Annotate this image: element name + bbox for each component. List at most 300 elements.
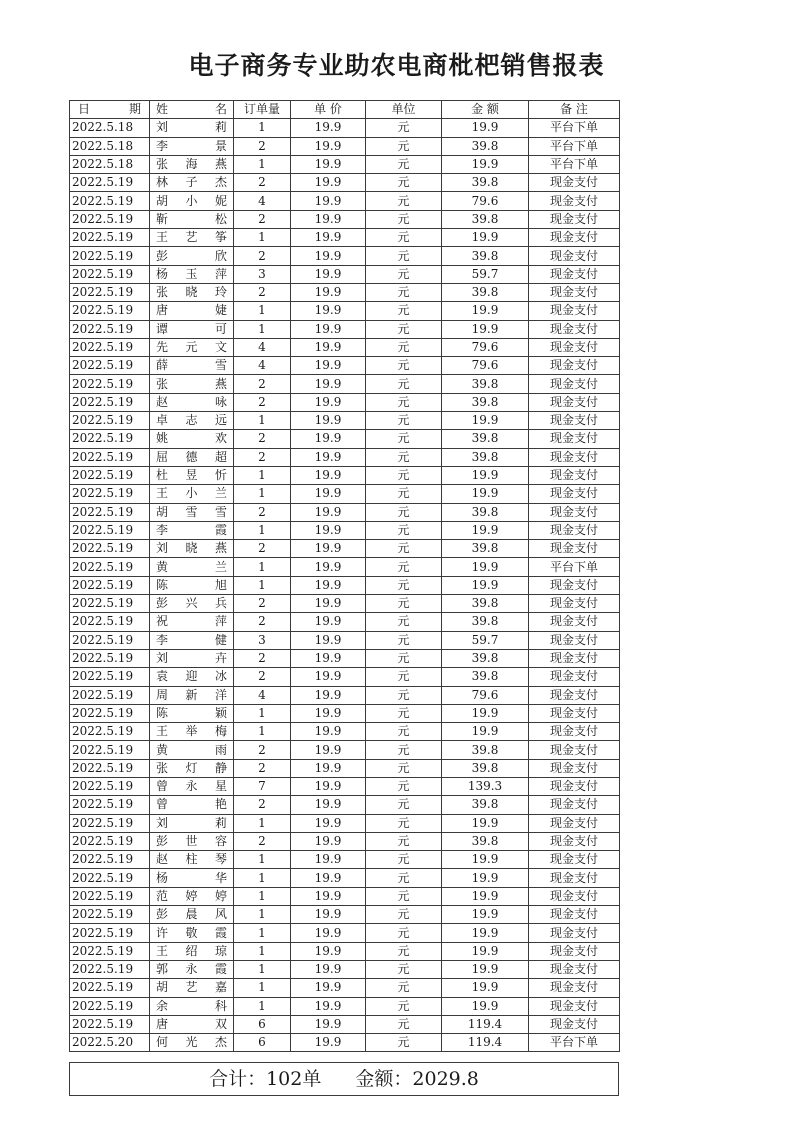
cell-amount: 39.8 (442, 375, 529, 393)
cell-qty: 6 (234, 1034, 291, 1052)
table-row (70, 613, 620, 631)
cell-price: 19.9 (291, 357, 366, 375)
cell-amount: 19.9 (442, 412, 529, 430)
cell-price: 19.9 (291, 832, 366, 850)
cell-amount: 19.9 (442, 558, 529, 576)
table-row (70, 576, 620, 594)
cell-amount: 19.9 (442, 302, 529, 320)
cell-unit: 元 (366, 393, 442, 411)
cell-note: 现金支付 (529, 283, 620, 301)
cell-name: 王小兰 (150, 485, 234, 503)
cell-unit: 元 (366, 814, 442, 832)
cell-qty: 2 (234, 247, 291, 265)
cell-date: 2022.5.19 (70, 668, 150, 686)
cell-name: 范婷婷 (150, 887, 234, 905)
table-row (70, 832, 620, 850)
cell-date: 2022.5.19 (70, 320, 150, 338)
cell-note: 现金支付 (529, 302, 620, 320)
cell-price: 19.9 (291, 686, 366, 704)
table-row (70, 906, 620, 924)
cell-date: 2022.5.19 (70, 192, 150, 210)
cell-unit: 元 (366, 851, 442, 869)
table-row (70, 814, 620, 832)
cell-name: 曾永星 (150, 777, 234, 795)
table-row (70, 887, 620, 905)
total-orders: 合计：102单 (209, 1068, 322, 1090)
cell-price: 19.9 (291, 851, 366, 869)
cell-unit: 元 (366, 375, 442, 393)
cell-name: 彭世容 (150, 832, 234, 850)
table-row (70, 393, 620, 411)
cell-qty: 1 (234, 485, 291, 503)
cell-price: 19.9 (291, 613, 366, 631)
cell-note: 现金支付 (529, 997, 620, 1015)
cell-name: 张燕 (150, 375, 234, 393)
cell-qty: 1 (234, 704, 291, 722)
cell-qty: 2 (234, 741, 291, 759)
cell-date: 2022.5.18 (70, 155, 150, 173)
cell-unit: 元 (366, 137, 442, 155)
table-row (70, 741, 620, 759)
cell-amount: 19.9 (442, 723, 529, 741)
table-row (70, 485, 620, 503)
cell-name: 姚欢 (150, 430, 234, 448)
cell-note: 现金支付 (529, 265, 620, 283)
cell-name: 王绍琼 (150, 942, 234, 960)
cell-date: 2022.5.19 (70, 357, 150, 375)
cell-note: 现金支付 (529, 1015, 620, 1033)
table-row (70, 1015, 620, 1033)
cell-name: 彭晨风 (150, 906, 234, 924)
cell-date: 2022.5.18 (70, 119, 150, 137)
cell-amount: 19.9 (442, 466, 529, 484)
cell-qty: 7 (234, 777, 291, 795)
cell-price: 19.9 (291, 924, 366, 942)
cell-name: 张晓玲 (150, 283, 234, 301)
table-row (70, 503, 620, 521)
cell-unit: 元 (366, 723, 442, 741)
table-row (70, 668, 620, 686)
cell-amount: 39.8 (442, 503, 529, 521)
cell-note: 现金支付 (529, 540, 620, 558)
cell-price: 19.9 (291, 210, 366, 228)
table-row (70, 412, 620, 430)
cell-price: 19.9 (291, 229, 366, 247)
cell-price: 19.9 (291, 558, 366, 576)
cell-note: 平台下单 (529, 155, 620, 173)
cell-qty: 1 (234, 521, 291, 539)
cell-price: 19.9 (291, 119, 366, 137)
cell-name: 曾艳 (150, 796, 234, 814)
cell-amount: 19.9 (442, 906, 529, 924)
cell-note: 现金支付 (529, 247, 620, 265)
cell-qty: 4 (234, 338, 291, 356)
cell-price: 19.9 (291, 283, 366, 301)
cell-name: 张灯静 (150, 759, 234, 777)
table-row (70, 704, 620, 722)
cell-qty: 2 (234, 174, 291, 192)
cell-qty: 2 (234, 796, 291, 814)
cell-qty: 1 (234, 887, 291, 905)
cell-note: 现金支付 (529, 229, 620, 247)
cell-price: 19.9 (291, 192, 366, 210)
cell-unit: 元 (366, 412, 442, 430)
cell-note: 现金支付 (529, 503, 620, 521)
table-row (70, 942, 620, 960)
cell-name: 先元文 (150, 338, 234, 356)
cell-date: 2022.5.20 (70, 1034, 150, 1052)
table-row (70, 979, 620, 997)
cell-qty: 2 (234, 759, 291, 777)
cell-price: 19.9 (291, 1034, 366, 1052)
cell-amount: 19.9 (442, 851, 529, 869)
cell-qty: 1 (234, 302, 291, 320)
cell-date: 2022.5.19 (70, 229, 150, 247)
cell-date: 2022.5.18 (70, 137, 150, 155)
cell-price: 19.9 (291, 814, 366, 832)
cell-qty: 1 (234, 869, 291, 887)
cell-date: 2022.5.19 (70, 686, 150, 704)
cell-unit: 元 (366, 155, 442, 173)
cell-price: 19.9 (291, 759, 366, 777)
cell-price: 19.9 (291, 869, 366, 887)
table-row (70, 283, 620, 301)
cell-name: 周新洋 (150, 686, 234, 704)
cell-amount: 19.9 (442, 704, 529, 722)
cell-name: 黄雨 (150, 741, 234, 759)
table-row (70, 137, 620, 155)
cell-note: 现金支付 (529, 649, 620, 667)
cell-note: 现金支付 (529, 851, 620, 869)
cell-qty: 3 (234, 265, 291, 283)
cell-date: 2022.5.19 (70, 576, 150, 594)
cell-note: 现金支付 (529, 979, 620, 997)
cell-unit: 元 (366, 357, 442, 375)
cell-qty: 6 (234, 1015, 291, 1033)
cell-price: 19.9 (291, 265, 366, 283)
cell-amount: 59.7 (442, 265, 529, 283)
cell-date: 2022.5.19 (70, 777, 150, 795)
cell-date: 2022.5.19 (70, 210, 150, 228)
table-row (70, 466, 620, 484)
cell-unit: 元 (366, 1015, 442, 1033)
cell-amount: 19.9 (442, 997, 529, 1015)
cell-price: 19.9 (291, 741, 366, 759)
cell-name: 李健 (150, 631, 234, 649)
cell-name: 彭欣 (150, 247, 234, 265)
cell-name: 刘卉 (150, 649, 234, 667)
cell-date: 2022.5.19 (70, 723, 150, 741)
total-bar (69, 1062, 619, 1096)
header-name: 姓 名 (150, 101, 234, 119)
cell-name: 李景 (150, 137, 234, 155)
cell-unit: 元 (366, 521, 442, 539)
cell-price: 19.9 (291, 942, 366, 960)
cell-note: 现金支付 (529, 741, 620, 759)
cell-unit: 元 (366, 247, 442, 265)
cell-note: 现金支付 (529, 832, 620, 850)
table-row (70, 649, 620, 667)
cell-amount: 39.8 (442, 210, 529, 228)
cell-name: 林子杰 (150, 174, 234, 192)
cell-qty: 1 (234, 851, 291, 869)
table-row (70, 338, 620, 356)
cell-unit: 元 (366, 430, 442, 448)
cell-price: 19.9 (291, 302, 366, 320)
report-title: 电子商务专业助农电商枇杷销售报表 (188, 51, 605, 80)
cell-date: 2022.5.19 (70, 540, 150, 558)
cell-date: 2022.5.19 (70, 595, 150, 613)
cell-unit: 元 (366, 448, 442, 466)
cell-qty: 1 (234, 960, 291, 978)
cell-qty: 1 (234, 942, 291, 960)
cell-amount: 19.9 (442, 155, 529, 173)
cell-name: 赵柱琴 (150, 851, 234, 869)
cell-date: 2022.5.19 (70, 887, 150, 905)
cell-note: 现金支付 (529, 338, 620, 356)
cell-qty: 1 (234, 229, 291, 247)
cell-price: 19.9 (291, 412, 366, 430)
table-row (70, 869, 620, 887)
cell-amount: 39.8 (442, 595, 529, 613)
table-row (70, 631, 620, 649)
cell-unit: 元 (366, 631, 442, 649)
cell-date: 2022.5.19 (70, 393, 150, 411)
cell-amount: 39.8 (442, 247, 529, 265)
cell-name: 谭可 (150, 320, 234, 338)
cell-amount: 39.8 (442, 759, 529, 777)
cell-price: 19.9 (291, 521, 366, 539)
cell-amount: 39.8 (442, 448, 529, 466)
cell-note: 现金支付 (529, 942, 620, 960)
cell-qty: 2 (234, 283, 291, 301)
cell-date: 2022.5.19 (70, 942, 150, 960)
cell-name: 何光杰 (150, 1034, 234, 1052)
cell-date: 2022.5.19 (70, 503, 150, 521)
cell-date: 2022.5.19 (70, 759, 150, 777)
cell-unit: 元 (366, 320, 442, 338)
header-date: 日 期 (70, 101, 150, 119)
cell-qty: 2 (234, 210, 291, 228)
cell-name: 郭永霞 (150, 960, 234, 978)
cell-note: 平台下单 (529, 558, 620, 576)
cell-name: 卓志远 (150, 412, 234, 430)
cell-note: 现金支付 (529, 448, 620, 466)
cell-amount: 79.6 (442, 338, 529, 356)
cell-date: 2022.5.19 (70, 613, 150, 631)
table-row (70, 430, 620, 448)
cell-date: 2022.5.19 (70, 448, 150, 466)
cell-note: 现金支付 (529, 924, 620, 942)
cell-name: 屈德超 (150, 448, 234, 466)
cell-qty: 2 (234, 375, 291, 393)
cell-name: 黄兰 (150, 558, 234, 576)
cell-price: 19.9 (291, 448, 366, 466)
cell-price: 19.9 (291, 320, 366, 338)
cell-date: 2022.5.19 (70, 906, 150, 924)
cell-price: 19.9 (291, 393, 366, 411)
cell-name: 余科 (150, 997, 234, 1015)
cell-note: 现金支付 (529, 466, 620, 484)
cell-price: 19.9 (291, 174, 366, 192)
table-body (70, 119, 620, 1052)
cell-note: 现金支付 (529, 485, 620, 503)
cell-unit: 元 (366, 960, 442, 978)
cell-note: 现金支付 (529, 576, 620, 594)
cell-amount: 39.8 (442, 430, 529, 448)
cell-note: 现金支付 (529, 759, 620, 777)
cell-amount: 79.6 (442, 357, 529, 375)
cell-price: 19.9 (291, 338, 366, 356)
cell-date: 2022.5.19 (70, 851, 150, 869)
cell-qty: 2 (234, 393, 291, 411)
cell-unit: 元 (366, 979, 442, 997)
cell-price: 19.9 (291, 576, 366, 594)
cell-amount: 19.9 (442, 979, 529, 997)
table-row (70, 960, 620, 978)
cell-name: 胡艺嘉 (150, 979, 234, 997)
table-row (70, 851, 620, 869)
cell-date: 2022.5.19 (70, 521, 150, 539)
sales-table (69, 100, 620, 1052)
cell-qty: 2 (234, 503, 291, 521)
cell-qty: 1 (234, 979, 291, 997)
cell-amount: 39.8 (442, 832, 529, 850)
cell-note: 现金支付 (529, 613, 620, 631)
cell-name: 胡小妮 (150, 192, 234, 210)
cell-qty: 4 (234, 192, 291, 210)
cell-amount: 39.8 (442, 613, 529, 631)
cell-unit: 元 (366, 997, 442, 1015)
cell-date: 2022.5.19 (70, 302, 150, 320)
cell-qty: 2 (234, 668, 291, 686)
cell-date: 2022.5.19 (70, 412, 150, 430)
cell-name: 刘莉 (150, 814, 234, 832)
cell-qty: 2 (234, 540, 291, 558)
cell-amount: 39.8 (442, 540, 529, 558)
cell-qty: 2 (234, 832, 291, 850)
table-row (70, 759, 620, 777)
table-row (70, 686, 620, 704)
cell-qty: 1 (234, 906, 291, 924)
cell-amount: 39.8 (442, 393, 529, 411)
table-row (70, 595, 620, 613)
cell-qty: 1 (234, 320, 291, 338)
cell-amount: 19.9 (442, 814, 529, 832)
cell-qty: 2 (234, 613, 291, 631)
table-row (70, 210, 620, 228)
cell-amount: 119.4 (442, 1015, 529, 1033)
cell-unit: 元 (366, 558, 442, 576)
cell-note: 平台下单 (529, 119, 620, 137)
table-row (70, 119, 620, 137)
cell-amount: 19.9 (442, 485, 529, 503)
cell-qty: 1 (234, 723, 291, 741)
cell-qty: 2 (234, 448, 291, 466)
cell-date: 2022.5.19 (70, 174, 150, 192)
table-row (70, 302, 620, 320)
cell-name: 刘晓燕 (150, 540, 234, 558)
cell-date: 2022.5.19 (70, 796, 150, 814)
cell-unit: 元 (366, 869, 442, 887)
total-amount: 金额：2029.8 (355, 1068, 479, 1090)
cell-price: 19.9 (291, 137, 366, 155)
cell-note: 现金支付 (529, 430, 620, 448)
cell-price: 19.9 (291, 997, 366, 1015)
cell-name: 胡雪雪 (150, 503, 234, 521)
cell-price: 19.9 (291, 595, 366, 613)
cell-price: 19.9 (291, 649, 366, 667)
cell-amount: 39.8 (442, 649, 529, 667)
cell-note: 现金支付 (529, 704, 620, 722)
cell-unit: 元 (366, 576, 442, 594)
cell-unit: 元 (366, 668, 442, 686)
cell-name: 陈旭 (150, 576, 234, 594)
cell-qty: 4 (234, 357, 291, 375)
header-unit: 单位 (366, 101, 442, 119)
cell-qty: 1 (234, 466, 291, 484)
table-row (70, 521, 620, 539)
cell-price: 19.9 (291, 540, 366, 558)
cell-unit: 元 (366, 265, 442, 283)
cell-note: 现金支付 (529, 521, 620, 539)
cell-date: 2022.5.19 (70, 466, 150, 484)
header-note: 备 注 (529, 101, 620, 119)
cell-name: 刘莉 (150, 119, 234, 137)
cell-date: 2022.5.19 (70, 338, 150, 356)
cell-amount: 19.9 (442, 924, 529, 942)
cell-date: 2022.5.19 (70, 869, 150, 887)
cell-note: 现金支付 (529, 393, 620, 411)
cell-note: 现金支付 (529, 595, 620, 613)
cell-note: 现金支付 (529, 796, 620, 814)
cell-price: 19.9 (291, 960, 366, 978)
cell-name: 许敬霞 (150, 924, 234, 942)
cell-qty: 2 (234, 137, 291, 155)
cell-amount: 39.8 (442, 741, 529, 759)
cell-note: 现金支付 (529, 869, 620, 887)
cell-unit: 元 (366, 338, 442, 356)
cell-price: 19.9 (291, 1015, 366, 1033)
cell-unit: 元 (366, 283, 442, 301)
cell-date: 2022.5.19 (70, 247, 150, 265)
cell-amount: 19.9 (442, 576, 529, 594)
cell-name: 袁迎冰 (150, 668, 234, 686)
cell-amount: 39.8 (442, 796, 529, 814)
table-row (70, 924, 620, 942)
cell-unit: 元 (366, 466, 442, 484)
cell-qty: 1 (234, 576, 291, 594)
cell-note: 现金支付 (529, 192, 620, 210)
cell-unit: 元 (366, 649, 442, 667)
cell-amount: 19.9 (442, 887, 529, 905)
cell-name: 唐婕 (150, 302, 234, 320)
cell-unit: 元 (366, 906, 442, 924)
table-row (70, 1034, 620, 1052)
cell-note: 现金支付 (529, 320, 620, 338)
cell-price: 19.9 (291, 503, 366, 521)
cell-name: 李霞 (150, 521, 234, 539)
cell-name: 唐双 (150, 1015, 234, 1033)
cell-price: 19.9 (291, 704, 366, 722)
cell-note: 现金支付 (529, 814, 620, 832)
cell-date: 2022.5.19 (70, 814, 150, 832)
table-row (70, 777, 620, 795)
cell-price: 19.9 (291, 631, 366, 649)
cell-unit: 元 (366, 777, 442, 795)
cell-qty: 4 (234, 686, 291, 704)
cell-unit: 元 (366, 759, 442, 777)
